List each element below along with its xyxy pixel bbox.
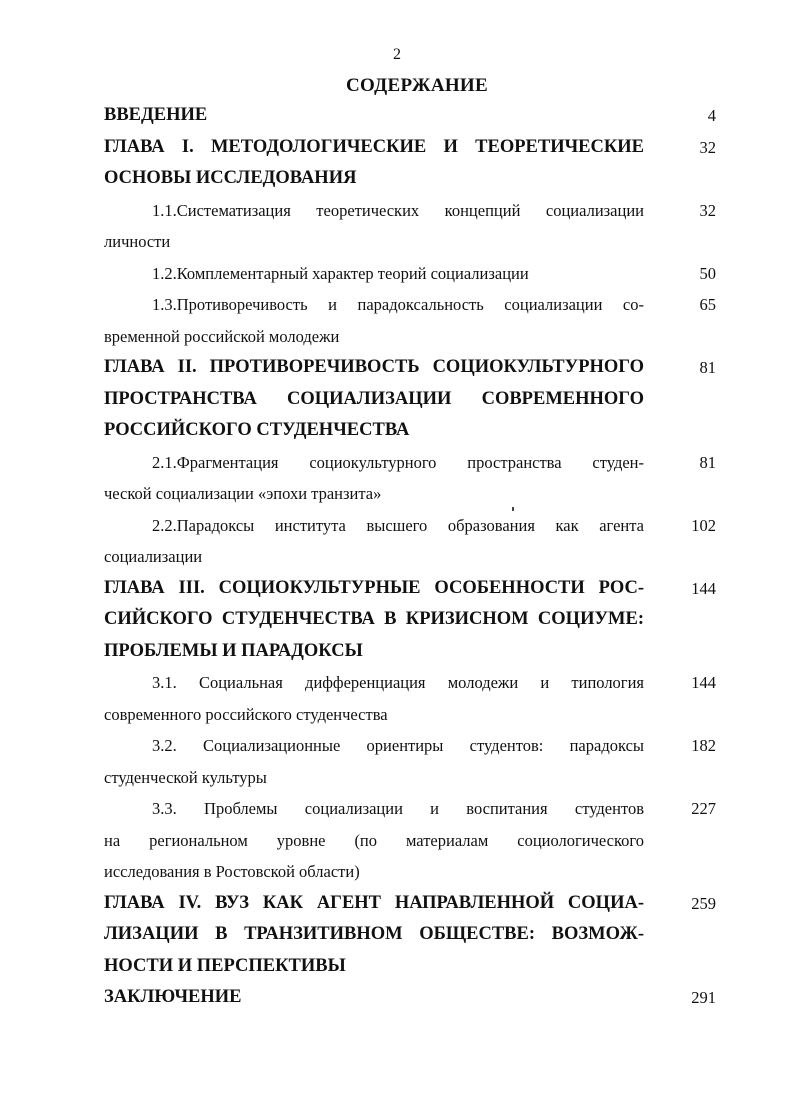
toc-entry-line: студенческой культуры	[104, 767, 267, 787]
toc-entry-line: СИЙСКОГО СТУДЕНЧЕСТВА В КРИЗИСНОМ СОЦИУМЕ:	[104, 609, 644, 629]
toc-entry-line: ПРОСТРАНСТВА СОЦИАЛИЗАЦИИ СОВРЕМЕННОГО	[104, 388, 644, 409]
toc-chapter-entry	[104, 100, 716, 132]
toc-entry-line: 3.2. Социализационные ориентиры студентов: парадоксы	[152, 736, 644, 755]
toc-section-entry	[104, 289, 716, 352]
toc-entry-line: 3.1. Социальная дифференциация молодежи и типология	[152, 673, 644, 692]
toc-entry-line: ГЛАВА IV. ВУЗ КАК АГЕНТ НАПРАВЛЕННОЙ СОЦИА-	[104, 892, 644, 913]
toc-section-entry	[104, 447, 716, 510]
toc-entry-line: ГЛАВА II. ПРОТИВОРЕЧИВОСТЬ СОЦИОКУЛЬТУРНОГО	[104, 357, 644, 377]
toc-chapter-entry	[104, 982, 716, 1014]
toc-entry-line: 2.2.Парадоксы института высшего образования как агента	[152, 515, 644, 535]
toc-entry-line: 3.3. Проблемы социализации и воспитания студентов	[152, 799, 644, 818]
toc-page-number: 81	[699, 452, 716, 472]
toc-page-number: 227	[691, 799, 716, 818]
toc-page-number: 291	[691, 988, 716, 1007]
toc-entry-line: НОСТИ И ПЕРСПЕКТИВЫ	[104, 955, 346, 976]
toc-entry-line: ческой социализации «эпохи транзита»	[104, 484, 382, 503]
toc-chapter-entry	[104, 888, 716, 983]
toc-chapter-entry	[104, 352, 716, 447]
toc-chapter-entry	[104, 132, 716, 195]
toc-page-number: 102	[691, 515, 716, 535]
scan-speck	[512, 507, 514, 511]
page-title: СОДЕРЖАНИЕ	[346, 75, 488, 96]
toc-page-number: 4	[707, 106, 716, 125]
toc-entry-line: на региональном уровне (по материалам социологического	[104, 830, 644, 850]
toc-entry-line: ЛИЗАЦИИ В ТРАНЗИТИВНОМ ОБЩЕСТВЕ: ВОЗМОЖ-	[104, 924, 644, 944]
toc-entry-line: 1.3.Противоречивость и парадоксальность социализации со-	[152, 295, 644, 314]
toc-entry-line: 1.1.Систематизация теоретических концепций социализации	[152, 200, 644, 220]
toc-section-entry	[104, 667, 716, 730]
toc-entry-line: ЗАКЛЮЧЕНИЕ	[104, 987, 242, 1007]
toc-entry-line: социализации	[104, 547, 203, 566]
toc-section-entry	[104, 793, 716, 888]
toc-entry-line: РОССИЙСКОГО СТУДЕНЧЕСТВА	[104, 420, 410, 440]
toc-entry-line: 2.1.Фрагментация социокультурного пространства студен-	[152, 452, 644, 472]
toc-entry-line: ГЛАВА III. СОЦИОКУЛЬТУРНЫЕ ОСОБЕННОСТИ РОС-	[104, 577, 644, 598]
toc-page-number: 50	[699, 263, 716, 283]
table-of-contents	[104, 100, 716, 1014]
toc-page-number: 182	[691, 736, 716, 755]
toc-entry-line: 1.2.Комплементарный характер теорий социализации	[152, 263, 529, 283]
toc-entry-line: современного российского студенчества	[104, 704, 388, 724]
toc-section-entry	[104, 195, 716, 258]
toc-page-number: 144	[691, 673, 716, 692]
toc-section-entry	[104, 730, 716, 793]
toc-entry-line: ГЛАВА I. МЕТОДОЛОГИЧЕСКИЕ И ТЕОРЕТИЧЕСКИЕ	[104, 136, 644, 157]
toc-entry-line: личности	[104, 232, 171, 251]
toc-chapter-entry	[104, 573, 716, 668]
toc-page-number: 65	[699, 295, 716, 314]
toc-page-number: 32	[699, 137, 716, 157]
toc-entry-line: ОСНОВЫ ИССЛЕДОВАНИЯ	[104, 168, 357, 188]
toc-page-number: 32	[699, 200, 716, 220]
toc-page-number: 259	[691, 893, 716, 913]
toc-page-number: 144	[691, 578, 716, 598]
toc-section-entry	[104, 510, 716, 573]
toc-entry-line: временной российской молодежи	[104, 326, 340, 346]
toc-section-entry	[104, 258, 716, 290]
toc-entry-line: исследования в Ростовской области)	[104, 862, 360, 881]
toc-entry-line: ВВЕДЕНИЕ	[104, 105, 208, 125]
toc-page-number: 81	[699, 358, 716, 377]
page-number: 2	[393, 46, 401, 63]
toc-entry-line: ПРОБЛЕМЫ И ПАРАДОКСЫ	[104, 640, 363, 661]
